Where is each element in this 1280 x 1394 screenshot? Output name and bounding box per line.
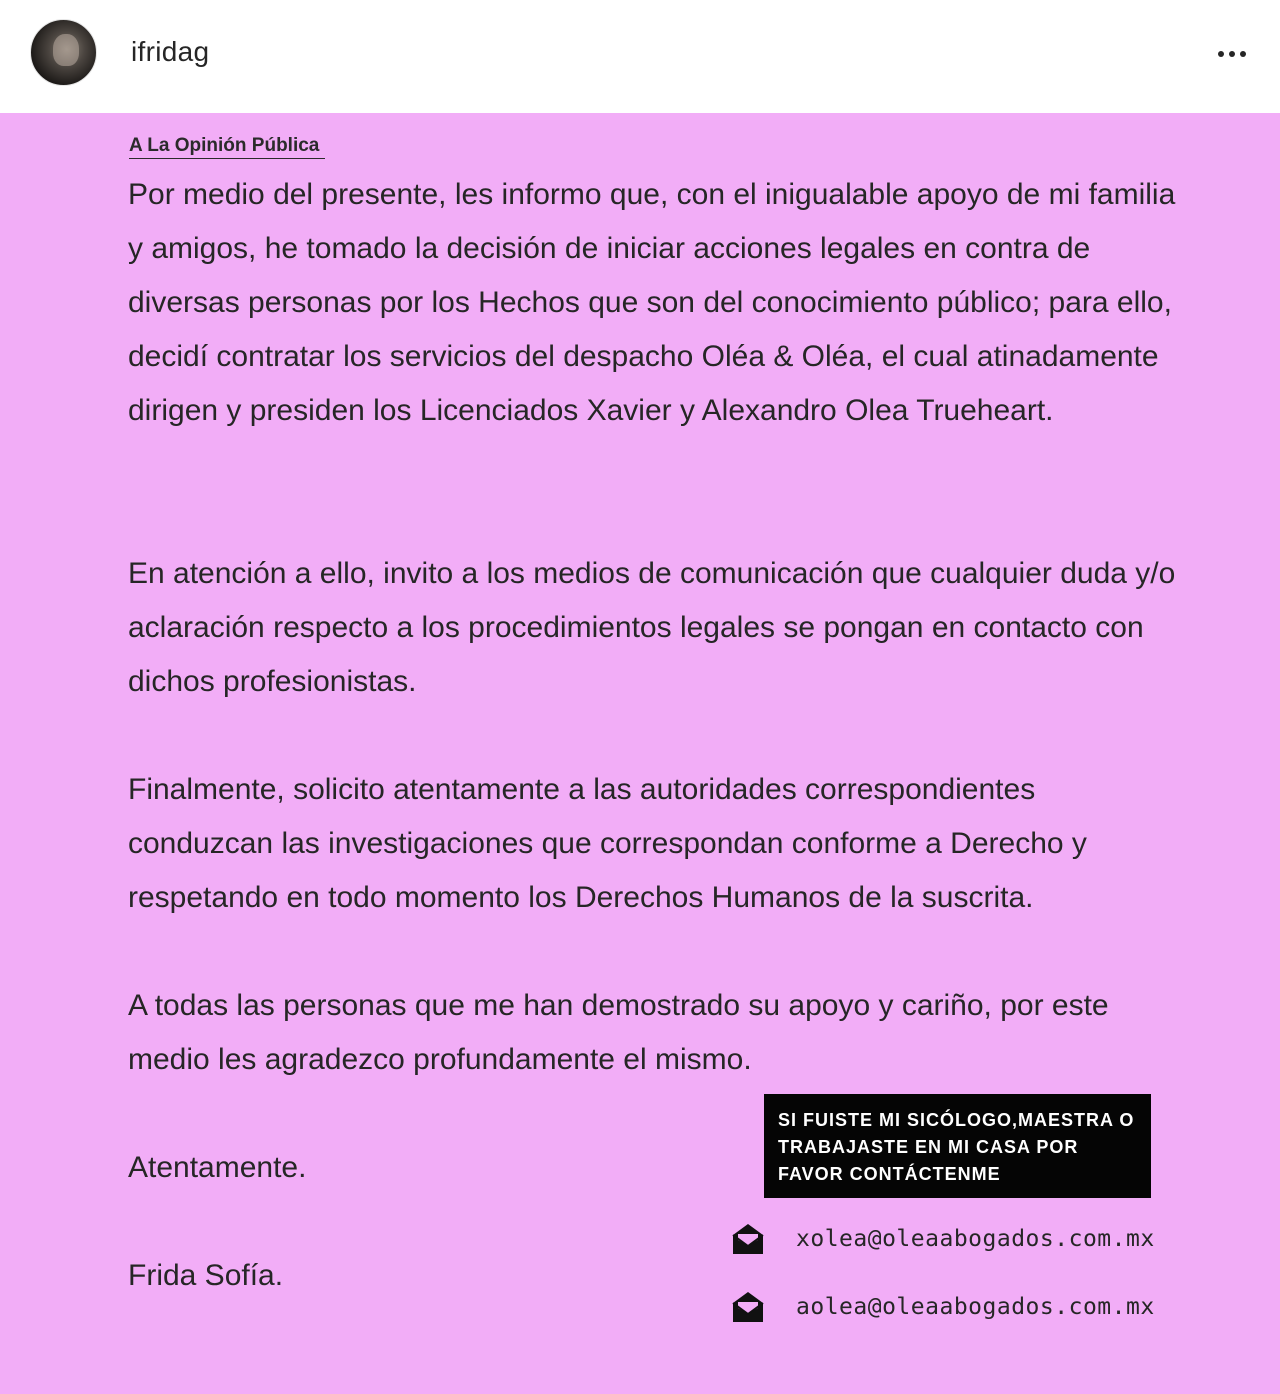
letter-paragraph-1: Por medio del presente, les informo que, con el inigualable apoyo de mi familia y amigos, he tomado la decisión de iniciar acciones legales en contra de diversas personas por los Hechos que son del conocimiento público; para ello, decidí contratar los servicios del despacho Oléa & Oléa, el cual atinadamente dirigen y presiden los Licenciados Xavier y Alexandro Olea Trueheart. <box>128 178 1176 427</box>
more-options-icon[interactable] <box>1208 36 1256 72</box>
letter-closing: Atentamente. <box>128 1151 307 1184</box>
profile-avatar[interactable] <box>30 19 97 86</box>
envelope-icon <box>730 1221 766 1257</box>
letter-greeting: A La Opinión Pública <box>129 135 325 159</box>
letter-paragraph-4: A todas las personas que me han demostrado su apoyo y cariño, por este medio les agradezco profundamente el mismo. <box>128 989 1109 1076</box>
email-address[interactable]: xolea@oleaabogados.com.mx <box>796 1226 1155 1252</box>
letter-paragraph-3: Finalmente, solicito atentamente a las autoridades correspondientes conduzcan las investigaciones que correspondan conforme a Derecho y respetando en todo momento los Derechos Humanos de la suscrita. <box>128 773 1087 914</box>
email-contact-2 <box>730 1287 1155 1327</box>
email-address[interactable]: aolea@oleaabogados.com.mx <box>796 1294 1155 1320</box>
letter-paragraph-2: En atención a ello, invito a los medios de comunicación que cualquier duda y/o aclaración respecto a los procedimientos legales se pongan en contacto con dichos profesionistas. <box>128 557 1176 698</box>
contact-notice-box: SI FUISTE MI SICÓLOGO,MAESTRA O TRABAJASTE EN MI CASA POR FAVOR CONTÁCTENME <box>764 1094 1151 1198</box>
username[interactable]: ifridag <box>131 36 210 67</box>
email-contact-1 <box>730 1219 1155 1259</box>
post-image <box>0 113 1280 1394</box>
letter-signature: Frida Sofía. <box>128 1259 284 1292</box>
envelope-icon <box>730 1289 766 1325</box>
post-header <box>0 0 1280 113</box>
